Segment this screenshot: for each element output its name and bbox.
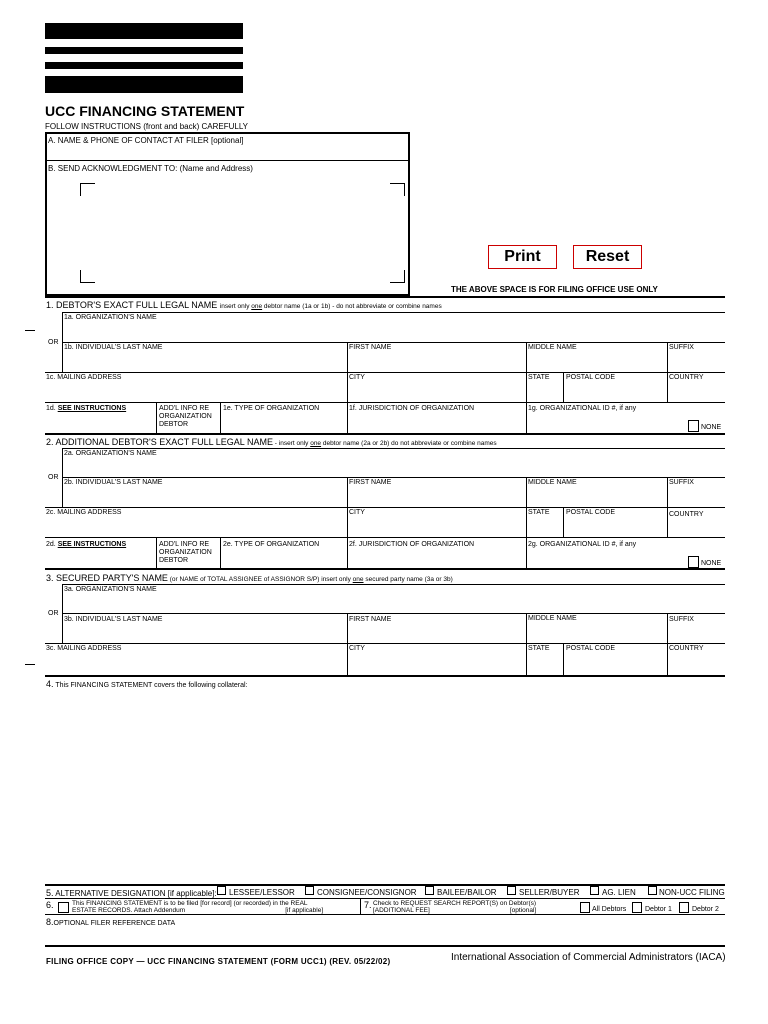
field-label: 1e. TYPE OF ORGANIZATION <box>223 405 320 412</box>
col-line <box>156 537 157 568</box>
ag-lien-checkbox[interactable] <box>590 886 599 895</box>
none-checkbox[interactable] <box>688 556 699 568</box>
barcode-bar <box>45 62 243 69</box>
option-label: CONSIGNEE/CONSIGNOR <box>317 888 417 897</box>
seller-buyer-checkbox[interactable] <box>507 886 516 895</box>
col-line <box>667 613 668 675</box>
field-label: COUNTRY <box>669 374 704 381</box>
or-label: OR <box>48 339 59 346</box>
field-label: MIDDLE NAME <box>528 479 577 486</box>
col-line <box>347 342 348 433</box>
field-label: 2e. TYPE OF ORGANIZATION <box>223 541 320 548</box>
address-corner <box>80 270 95 283</box>
field-label: MIDDLE NAME <box>528 344 577 351</box>
see-instructions-link[interactable]: SEE INSTRUCTIONS <box>57 405 127 412</box>
reset-button[interactable]: Reset <box>573 245 642 269</box>
col-line <box>156 402 157 433</box>
acknowledgment-label: B. SEND ACKNOWLEDGMENT TO: (Name and Address) <box>48 164 253 173</box>
option-label: BAILEE/BAILOR <box>437 888 497 897</box>
barcode-bar <box>45 76 243 93</box>
field-label: 1a. ORGANIZATION'S NAME <box>64 314 157 321</box>
row-line <box>45 537 725 538</box>
section-rule <box>45 945 725 947</box>
or-label: OR <box>48 474 59 481</box>
col-line <box>220 402 221 433</box>
row-line <box>45 372 725 373</box>
barcode-bar <box>45 23 243 39</box>
bailee-bailor-checkbox[interactable] <box>425 886 434 895</box>
all-debtors-checkbox[interactable] <box>580 902 590 913</box>
footer-form-id: FILING OFFICE COPY — UCC FINANCING STATEMENT (FORM UCC1) (REV. 05/22/02) <box>46 957 391 966</box>
field-label: FIRST NAME <box>349 616 392 623</box>
row-line <box>62 477 725 478</box>
field-label: 2c. MAILING ADDRESS <box>46 509 122 516</box>
section-rule <box>45 568 725 570</box>
field-label: STATE <box>528 374 550 381</box>
field-label: SUFFIX <box>669 479 694 486</box>
debtor2-checkbox[interactable] <box>679 902 689 913</box>
section-4-header: 4. This FINANCING STATEMENT covers the following collateral: <box>46 679 248 689</box>
field-label: STATE <box>528 645 550 652</box>
field-label: 3a. ORGANIZATION'S NAME <box>64 586 157 593</box>
section-6-number: 6. <box>46 900 54 910</box>
row-line <box>62 584 63 644</box>
section-rule <box>45 675 725 677</box>
contact-divider <box>47 160 408 161</box>
debtor1-checkbox[interactable] <box>632 902 642 913</box>
col-line <box>563 372 564 403</box>
row-line <box>62 448 725 449</box>
addl-info-label: ADD'L INFO RE ORGANIZATION DEBTOR <box>159 405 212 428</box>
field-label: CITY <box>349 509 365 516</box>
address-corner <box>390 183 405 196</box>
option-label: All Debtors <box>592 906 627 913</box>
debtor1-org-name-input[interactable] <box>64 323 714 335</box>
field-label: 1c. MAILING ADDRESS <box>46 374 122 381</box>
option-label: Debtor 2 <box>692 906 719 913</box>
field-label: COUNTRY <box>669 511 704 518</box>
see-instructions-link[interactable]: SEE INSTRUCTIONS <box>57 541 127 548</box>
margin-mark <box>25 330 35 331</box>
col-line <box>563 643 564 675</box>
row-line <box>62 342 725 343</box>
none-label: NONE <box>701 560 722 567</box>
field-label: MIDDLE NAME <box>528 615 577 622</box>
real-estate-text: This FINANCING STATEMENT is to be filed [for record] (or recorded) in the REAL ESTATE RECORDS. Attach Addendum [if applicable] <box>72 900 324 914</box>
section-1-header: 1. DEBTOR'S EXACT FULL LEGAL NAME insert only one debtor name (1a or 1b) - do not abbreviate or combine names <box>46 300 442 310</box>
row-line <box>45 914 725 915</box>
row-line <box>62 312 725 313</box>
field-label: 1b. INDIVIDUAL'S LAST NAME <box>64 344 163 351</box>
none-label: NONE <box>701 424 722 431</box>
col-line <box>563 507 564 538</box>
field-label: COUNTRY <box>669 645 704 652</box>
filer-reference-input[interactable] <box>48 927 720 941</box>
row-line <box>62 584 725 585</box>
col-line <box>526 342 527 433</box>
acknowledgment-address-input[interactable] <box>96 190 390 274</box>
addl-info-label: ADD'L INFO RE ORGANIZATION DEBTOR <box>159 541 212 564</box>
col-line <box>526 613 527 675</box>
section-7-number: 7. <box>364 900 372 910</box>
field-label: 2a. ORGANIZATION'S NAME <box>64 450 157 457</box>
row-line <box>45 507 725 508</box>
search-report-text: Check to REQUEST SEARCH REPORT(S) on Debtor(s) [ADDITIONAL FEE] [optional] <box>373 900 537 914</box>
option-label: AG. LIEN <box>602 888 636 897</box>
field-label: CITY <box>349 374 365 381</box>
non-ucc-filing-checkbox[interactable] <box>648 886 657 895</box>
row-line <box>45 643 725 644</box>
footer-organization: International Association of Commercial Administrators (IACA) <box>451 952 726 963</box>
none-checkbox[interactable] <box>688 420 699 432</box>
row-line <box>45 898 725 899</box>
lessee-lessor-checkbox[interactable] <box>217 886 226 895</box>
filer-reference-label: 8.OPTIONAL FILER REFERENCE DATA <box>46 917 176 927</box>
follow-instructions: FOLLOW INSTRUCTIONS (front and back) CAREFULLY <box>45 122 249 131</box>
col-line <box>347 613 348 675</box>
alt-designation-label: 5. ALTERNATIVE DESIGNATION [if applicable]: <box>46 888 217 898</box>
or-label: OR <box>48 610 59 617</box>
col-line <box>347 477 348 568</box>
field-label: 1d. SEE INSTRUCTIONS <box>46 405 127 412</box>
field-label: SUFFIX <box>669 344 694 351</box>
field-label: 3b. INDIVIDUAL'S LAST NAME <box>64 616 163 623</box>
field-label: FIRST NAME <box>349 479 392 486</box>
field-label: 1g. ORGANIZATIONAL ID #, if any <box>528 405 637 412</box>
address-corner <box>390 270 405 283</box>
field-label: FIRST NAME <box>349 344 392 351</box>
filing-office-space-label: THE ABOVE SPACE IS FOR FILING OFFICE USE ONLY <box>451 285 658 294</box>
field-label: 2f. JURISDICTION OF ORGANIZATION <box>349 541 475 548</box>
real-estate-checkbox[interactable] <box>58 902 69 913</box>
field-label: 2b. INDIVIDUAL'S LAST NAME <box>64 479 163 486</box>
contact-input[interactable] <box>48 147 404 158</box>
field-label: POSTAL CODE <box>566 645 616 652</box>
row-line <box>62 448 63 508</box>
section-3-header: 3. SECURED PARTY'S NAME (or NAME of TOTAL ASSIGNEE of ASSIGNOR S/P) insert only one secured party name (3a or 3b) <box>46 573 453 583</box>
option-label: Debtor 1 <box>645 906 672 913</box>
section-2-header: 2. ADDITIONAL DEBTOR'S EXACT FULL LEGAL NAME - insert only one debtor name (2a or 2b) do not abbreviate or combine names <box>46 437 497 447</box>
contact-label: A. NAME & PHONE OF CONTACT AT FILER [optional] <box>48 136 244 145</box>
field-label: SUFFIX <box>669 616 694 623</box>
col-line <box>360 898 361 914</box>
field-label: POSTAL CODE <box>566 509 616 516</box>
print-button[interactable]: Print <box>488 245 557 269</box>
col-line <box>526 477 527 568</box>
field-label: 3c. MAILING ADDRESS <box>46 645 122 652</box>
field-label: POSTAL CODE <box>566 374 616 381</box>
option-label: SELLER/BUYER <box>519 888 580 897</box>
field-label: CITY <box>349 645 365 652</box>
section-rule <box>45 433 725 435</box>
section-rule <box>45 884 725 886</box>
margin-mark <box>25 664 35 665</box>
collateral-input[interactable] <box>48 692 724 882</box>
form-title: UCC FINANCING STATEMENT <box>45 103 245 119</box>
section-rule <box>45 296 725 298</box>
option-label: LESSEE/LESSOR <box>229 888 295 897</box>
barcode-bar <box>45 47 243 54</box>
col-line <box>220 537 221 568</box>
row-line <box>62 613 725 614</box>
address-corner <box>80 183 95 196</box>
field-label: 2d. SEE INSTRUCTIONS <box>46 541 127 548</box>
field-label: 1f. JURISDICTION OF ORGANIZATION <box>349 405 475 412</box>
row-line <box>62 312 63 373</box>
row-line <box>45 402 725 403</box>
field-label: 2g. ORGANIZATIONAL ID #, if any <box>528 541 637 548</box>
option-label: NON-UCC FILING <box>659 888 725 897</box>
field-label: STATE <box>528 509 550 516</box>
consignee-consignor-checkbox[interactable] <box>305 886 314 895</box>
